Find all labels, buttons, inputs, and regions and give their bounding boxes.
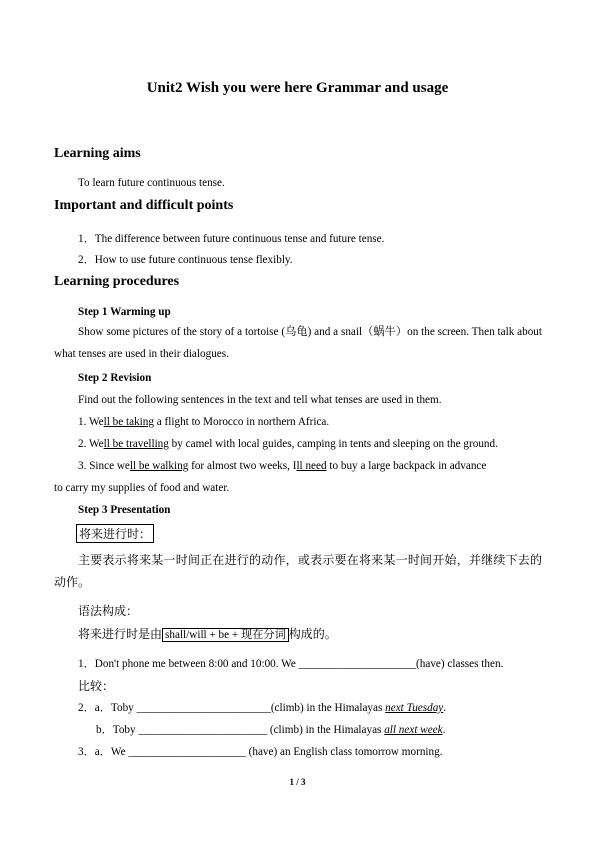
structure-start: 将来进行时是由 [78, 627, 163, 641]
important-points-heading: Important and difficult points [54, 198, 234, 213]
exercise-2a [78, 699, 446, 715]
step3-title: Step 3 Presentation [78, 504, 171, 516]
structure-end: 构成的。 [288, 627, 337, 641]
sentence-1-underlined: ll be taking [103, 416, 154, 428]
exercise-2a-end: . [443, 702, 447, 714]
step2-intro: Find out the following sentences in the text and tell what tenses are used in them. [78, 394, 442, 406]
revision-sentence-3 [78, 460, 542, 472]
exercise-2b-text: b．Toby _______________________ (climb) in the Himalayas [96, 724, 385, 736]
sentence-1-start: 1. We [78, 416, 104, 428]
sentence-1-end: a flight to Morocco in northern Africa. [153, 416, 330, 428]
sentence-3-end: to buy a large backpack in advance [326, 460, 487, 472]
revision-sentence-3-continued: to carry my supplies of food and water. [54, 482, 230, 494]
page-number: 1 / 3 [289, 777, 306, 787]
exercise-2a-time: next Tuesday [385, 702, 444, 714]
step1-text: Show some pictures of the story of a tortoise (乌龟) and a snail（蜗牛）on the screen. Then talk about what tenses are used in their dialogues. [54, 326, 542, 360]
sentence-3-start: 3. Since we [78, 460, 130, 472]
step1-title: Step 1 Warming up [78, 306, 171, 318]
exercise-3a: 3．a．We _____________________ (have) an English class tomorrow morning. [78, 746, 443, 758]
exercise-1: 1．Don't phone me between 8:00 and 10:00. We _____________________(have) classes then. [78, 658, 504, 670]
exercise-2b-end: . [442, 724, 446, 736]
sentence-2-underlined: ll be travelling [103, 438, 169, 450]
learning-aims-text: To learn future continuous tense. [78, 177, 225, 189]
sentence-3-underlined-1: ll be walking [129, 460, 189, 472]
procedures-heading: Learning procedures [54, 274, 180, 289]
important-point-2: 2．How to use future continuous tense flexibly. [78, 254, 293, 266]
exercise-2b-time: all next week [384, 724, 443, 736]
future-continuous-label-box: 将来进行时： [76, 524, 154, 543]
sentence-3-mid: for almost two weeks, I [188, 460, 297, 472]
sentence-3-underlined-2: ll need [296, 460, 327, 472]
sentence-2-start: 2. We [78, 438, 104, 450]
revision-sentence-2 [78, 438, 498, 450]
definition-text: 主要表示将来某一时间正在进行的动作，或表示要在将来某一时间开始，并继续下去的动作。 [54, 553, 542, 589]
important-point-1: 1．The difference between future continuous tense and future tense. [78, 233, 385, 245]
revision-sentence-1 [78, 416, 329, 428]
structure-label: 语法构成： [78, 604, 139, 618]
step2-title: Step 2 Revision [78, 372, 152, 384]
exercise-2b [96, 721, 445, 737]
structure-formula-box: shall/will + be + 现在分词 [162, 628, 289, 642]
compare-label: 比较： [78, 679, 115, 693]
exercise-2a-text: 2．a．Toby ________________________(climb) in the Himalayas [78, 702, 386, 714]
page-title: Unit2 Wish you were here Grammar and usage [146, 80, 449, 96]
structure-line [78, 625, 337, 642]
sentence-2-end: by camel with local guides, camping in tents and sleeping on the ground. [168, 438, 498, 450]
learning-aims-heading: Learning aims [54, 146, 141, 161]
